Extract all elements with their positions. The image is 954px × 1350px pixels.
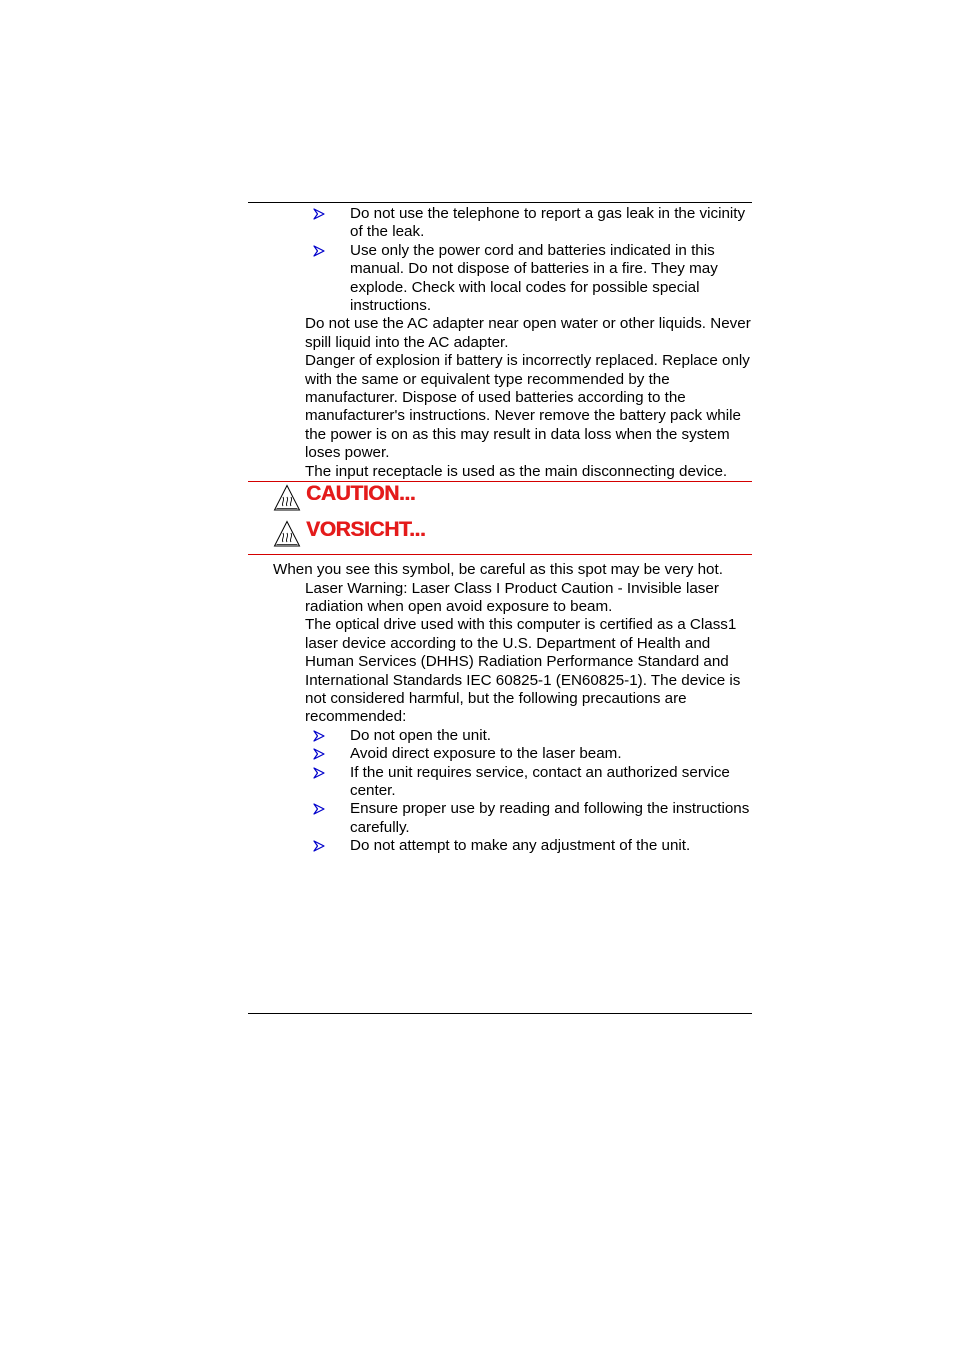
list-item-text: Do not open the unit. [350, 726, 492, 744]
list-item-text: Do not attempt to make any adjustment of the unit. [350, 837, 691, 855]
list-item-text: Use only the power cord and batteries indicated in this manual. Do not dispose of batteries in a fire. They may explode. Check with local codes for possible special instructions. [350, 241, 718, 315]
list-item [248, 837, 754, 855]
disconnect-paragraph: The input receptacle is used as the main disconnecting device. [305, 462, 728, 480]
laser-precautions-list [248, 727, 758, 856]
ac-adapter-paragraph: Do not use the AC adapter near open water or other liquids. Never spill liquid into the AC adapter. [305, 315, 751, 351]
top-bullet-list [248, 205, 758, 315]
safety-content [248, 205, 758, 856]
list-item [248, 727, 754, 745]
list-item-text: Ensure proper use by reading and following the instructions carefully. [350, 800, 750, 836]
arrow-bullet-icon [313, 803, 325, 815]
caution-label-en: CAUTION... [306, 482, 416, 506]
arrow-bullet-icon [313, 767, 325, 779]
arrow-bullet-icon [313, 840, 325, 852]
list-item [248, 745, 754, 763]
arrow-bullet-icon [313, 208, 325, 220]
optical-drive-paragraph: The optical drive used with this computer is certified as a Class1 laser device according to the U.S. Department of Health and Human Services (DHHS) Radiation Performance Standard and International Standards IEC 60825-1 (EN60825-1). The device is not considered harmful, but the following precautions are recommended: [305, 616, 741, 726]
battery-paragraph: Danger of explosion if battery is incorrectly replaced. Replace only with the same or equivalent type recommended by the manufacturer. Dispose of used batteries according to the manufacturer's instructions. Never remove the battery pack while the power is on as this may result in data loss when the system loses power. [305, 352, 750, 462]
list-item-text: Do not use the telephone to report a gas leak in the vicinity of the leak. [350, 205, 746, 241]
list-item-text: If the unit requires service, contact an authorized service center. [350, 763, 730, 799]
arrow-bullet-icon [313, 730, 325, 742]
top-rule [248, 202, 752, 203]
hot-surface-warning-icon [273, 520, 301, 548]
list-item [248, 764, 754, 801]
list-item [248, 242, 754, 316]
list-item-text: Avoid direct exposure to the laser beam. [350, 745, 622, 763]
caution-block [248, 482, 758, 554]
laser-warning-paragraph: Laser Warning: Laser Class I Product Caution - Invisible laser radiation when open avoid exposure to beam. [305, 579, 719, 615]
caution-label-de: VORSICHT... [306, 518, 426, 542]
hot-surface-note: When you see this symbol, be careful as this spot may be very hot. [273, 561, 723, 579]
list-item [248, 800, 754, 837]
caution-bottom-rule [248, 554, 752, 555]
list-item [248, 205, 754, 242]
hot-surface-warning-icon [273, 484, 301, 512]
arrow-bullet-icon [313, 748, 325, 760]
arrow-bullet-icon [313, 245, 325, 257]
bottom-rule [248, 1013, 752, 1014]
